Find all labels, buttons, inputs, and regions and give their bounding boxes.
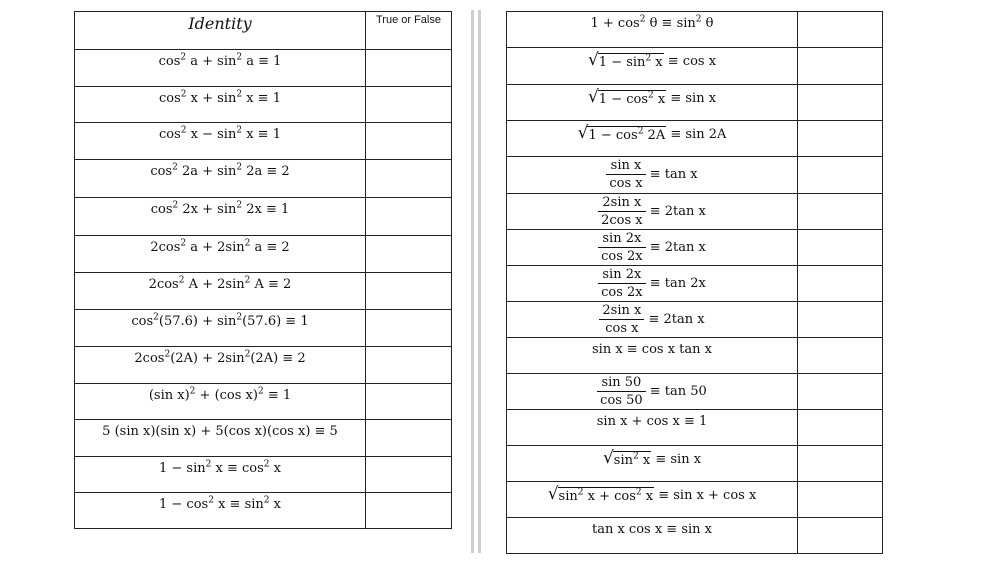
answer-cell[interactable] [798, 85, 883, 121]
table-row [507, 482, 883, 518]
answer-cell[interactable] [798, 12, 883, 48]
table-row [75, 310, 452, 347]
identity-expression: √ $1 - \cos^2 2A$ ≡ sin 2A [577, 123, 727, 143]
answer-cell[interactable] [366, 273, 452, 310]
table-row [75, 420, 452, 457]
identity-cell [507, 302, 798, 338]
table-row [75, 160, 452, 198]
answer-cell[interactable] [798, 302, 883, 338]
true-false-header: True or False [366, 12, 452, 50]
identity-cell [75, 50, 366, 87]
table-row [507, 266, 883, 302]
identity-expression: $\cos^2 a + \sin^2 a \equiv 1$ [158, 52, 282, 69]
identity-expression: $\cos^2 2a + \sin^2 2a \equiv 2$ [150, 162, 290, 179]
answer-cell[interactable] [366, 123, 452, 160]
identity-cell [75, 384, 366, 420]
identity-expression: $\frac{\text{2sin x}}{\text{2cos x}}$ ≡ 2tan x [598, 194, 706, 229]
identity-cell [507, 518, 798, 554]
identity-expression: 5 (sin x)(sin x) + 5(cos x)(cos x) ≡ 5 [102, 424, 338, 439]
answer-cell[interactable] [798, 266, 883, 302]
identity-cell [507, 157, 798, 194]
table-row [507, 157, 883, 194]
identity-cell [75, 457, 366, 493]
answer-cell[interactable] [366, 420, 452, 457]
identity-cell [75, 347, 366, 384]
identity-cell [507, 338, 798, 374]
identity-cell [507, 48, 798, 85]
table-row [507, 12, 883, 48]
answer-cell[interactable] [798, 374, 883, 410]
answer-cell[interactable] [798, 48, 883, 85]
answer-cell[interactable] [366, 310, 452, 347]
table-row [75, 50, 452, 87]
table-row [507, 194, 883, 230]
table-row [75, 236, 452, 273]
identity-cell [507, 121, 798, 157]
table-row [507, 338, 883, 374]
identity-cell [75, 87, 366, 123]
identity-expression: √ $\sin^2 x$ ≡ sin x [602, 448, 702, 468]
answer-cell[interactable] [798, 446, 883, 482]
identity-cell [507, 194, 798, 230]
answer-cell[interactable] [798, 121, 883, 157]
table-row [75, 273, 452, 310]
identity-cell [507, 85, 798, 121]
identity-expression: $\cos^2(57.6) + \sin^2(57.6) \equiv 1$ [131, 312, 309, 329]
identity-expression: sin x ≡ cos x tan x [591, 342, 712, 357]
identity-expression: $1 + \cos^2 \theta \equiv \sin^2 \theta$ [590, 14, 714, 31]
answer-cell[interactable] [798, 230, 883, 266]
answer-cell[interactable] [798, 194, 883, 230]
table-row [75, 123, 452, 160]
identity-cell [75, 310, 366, 347]
identity-cell [75, 160, 366, 198]
identity-expression: √ $1 - \sin^2 x$ ≡ cos x [587, 50, 717, 70]
answer-cell[interactable] [366, 236, 452, 273]
answer-cell[interactable] [366, 160, 452, 198]
answer-cell[interactable] [366, 384, 452, 420]
identity-cell [507, 374, 798, 410]
table-row [507, 446, 883, 482]
identity-cell [507, 266, 798, 302]
table-row [507, 48, 883, 85]
answer-cell[interactable] [366, 198, 452, 236]
table-row [75, 457, 452, 493]
identity-expression: √ $\sin^2 x + \cos^2 x$ ≡ sin x + cos x [547, 484, 757, 504]
identity-expression: $\cos^2 x - \sin^2 x \equiv 1$ [159, 125, 281, 142]
identity-expression: √ $1 - \cos^2 x$ ≡ sin x [587, 87, 717, 107]
identity-expression: tan x cos x ≡ sin x [591, 522, 712, 537]
identity-cell [507, 410, 798, 446]
table-row [507, 410, 883, 446]
identity-cell [75, 123, 366, 160]
answer-cell[interactable] [798, 338, 883, 374]
answer-cell[interactable] [366, 50, 452, 87]
identity-cell [75, 273, 366, 310]
answer-cell[interactable] [798, 482, 883, 518]
identity-expression: $1 - \cos^2 x \equiv \sin^2 x$ [159, 495, 281, 512]
table-row [75, 347, 452, 384]
identity-expression: sin x + cos x ≡ 1 [596, 414, 708, 429]
answer-cell[interactable] [366, 493, 452, 529]
identity-expression: $\frac{\sin 2x}{\cos 2x}$ ≡ 2tan x [598, 230, 706, 265]
answer-cell[interactable] [798, 410, 883, 446]
identity-expression: $\cos^2 x + \sin^2 x \equiv 1$ [159, 89, 281, 106]
identity-cell [507, 482, 798, 518]
identity-cell [507, 230, 798, 266]
identity-expression: (sin x)$^2$ + (cos x)$^2$ ≡ 1 [148, 386, 292, 403]
table-row [507, 85, 883, 121]
identity-cell [507, 12, 798, 48]
table-row [75, 384, 452, 420]
identity-expression: $\frac{\sin 2x}{\cos 2x}$ ≡ tan 2x [598, 266, 706, 301]
answer-cell[interactable] [366, 347, 452, 384]
page-gap-right [478, 10, 481, 553]
identity-header: Identity [75, 12, 366, 50]
identity-cell [507, 446, 798, 482]
identity-table-left [74, 11, 452, 529]
identity-cell [75, 236, 366, 273]
table-row [507, 121, 883, 157]
identity-expression: $\frac{\text{2sin x}}{\text{cos x}}$ ≡ 2tan x [599, 302, 704, 337]
table-row [75, 198, 452, 236]
header-row [75, 12, 452, 50]
identity-expression: $2\cos^2$ $a + 2\sin^2$ a ≡ 2 [150, 238, 290, 255]
answer-cell[interactable] [798, 157, 883, 194]
table-row [507, 374, 883, 410]
table-row [75, 493, 452, 529]
identity-cell [75, 420, 366, 457]
table-row [75, 87, 452, 123]
answer-cell[interactable] [366, 87, 452, 123]
identity-expression: $2\cos^2$ $A + 2\sin^2$ A ≡ 2 [148, 275, 292, 292]
table-row [507, 302, 883, 338]
table-row [507, 230, 883, 266]
identity-expression: $\frac{\sin 50}{\cos 50}$ ≡ tan 50 [597, 374, 707, 409]
answer-cell[interactable] [366, 457, 452, 493]
identity-cell [75, 198, 366, 236]
identity-expression: $\cos^2 2x + \sin^2 2x \equiv 1$ [150, 200, 290, 217]
identity-expression: $2\cos^2(2A) + 2\sin^2(2A) \equiv 2$ [134, 349, 306, 366]
answer-cell[interactable] [798, 518, 883, 554]
table-row [507, 518, 883, 554]
identity-cell [75, 493, 366, 529]
identity-expression: $1 - \sin^2 x \equiv \cos^2 x$ [159, 459, 281, 476]
identity-table-right [506, 11, 883, 554]
identity-expression: $\frac{\text{sin x}}{\text{cos x}}$ ≡ tan x [606, 157, 697, 192]
page-gap-left [471, 10, 474, 553]
